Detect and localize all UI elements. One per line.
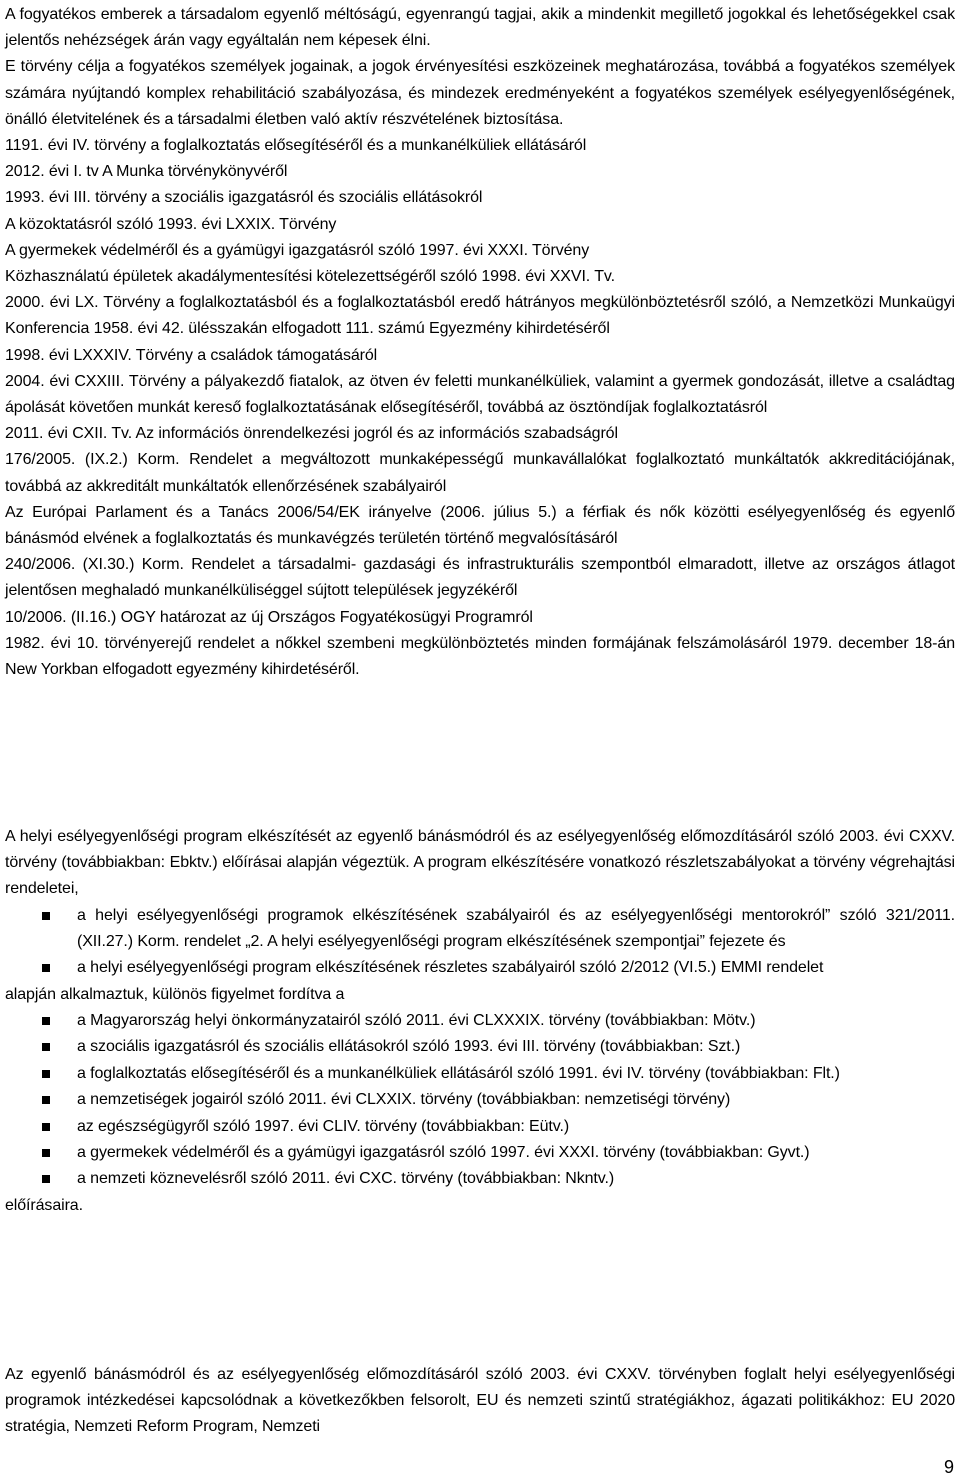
list-item [5,1166,955,1192]
reference-paragraph: 2011. évi CXII. Tv. Az információs önrendelkezési jogról és az információs szabadságról [5,425,618,443]
reference-paragraph: 240/2006. (XI.30.) Korm. Rendelet a társadalmi- gazdasági és infrastrukturális szempontból elmaradott, illetve az országos átlagot jelentősen meghaladó munkanélküliséggel sújtott települések jegyzékéről [5,556,955,600]
square-bullet-icon [42,1070,50,1078]
list-item-text: a helyi esélyegyenlőségi programok elkészítésének szabályairól és az esélyegyenlőségi mentorokról” szóló 321/2011. (XII.27.) Korm. rendelet „2. A helyi esélyegyenlőségi program elkészítésének szempontjai” fejezete és [77,906,955,951]
list-item [5,1140,955,1166]
closing-paragraph: Az egyenlő bánásmódról és az esélyegyenlőség előmozdításáról szóló 2003. évi CXXV. törvényben foglalt helyi esélyegyenlőségi programok intézkedései kapcsolódnak a következőkben felsorolt, EU és nemzeti szintű stratégiákhoz, ágazati politikákhoz: EU 2020 stratégia, Nemzeti Reform Program, Nemzeti [5,1366,955,1436]
square-bullet-icon [42,1123,50,1131]
list-item-text: a nemzeti köznevelésről szóló 2011. évi CXC. törvény (továbbiakban: Nkntv.) [77,1170,615,1188]
list-item [5,1087,955,1113]
list-item-text: a Magyarország helyi önkormányzatairól szóló 2011. évi CLXXXIX. törvény (továbbiakban: Mötv.) [77,1012,756,1030]
reference-paragraph: Közhasználatú épületek akadálymentesítési kötelezettségéről szóló 1998. évi XXVI. Tv. [5,268,615,286]
square-bullet-icon [42,1017,50,1025]
square-bullet-icon [42,1175,50,1183]
reference-paragraph: 2012. évi I. tv A Munka törvénykönyvéről [5,163,288,181]
reference-paragraph: A közoktatásról szóló 1993. évi LXXIX. Törvény [5,215,337,233]
program-intro: A helyi esélyegyenlőségi program elkészítését az egyenlő bánásmódról és az esélyegyenlőség előmozdításáról szóló 2003. évi CXXV. törvény (továbbiakban: Ebktv.) előírásai alapján végeztük. A program elkészítésére vonatkozó részletszabályokat a törvény végrehajtási rendeletei, [5,828,955,898]
list-item-text: a helyi esélyegyenlőségi program elkészítésének részletes szabályairól szóló 2/2012 (VI.5.) EMMI rendelet [77,959,824,977]
list-item-text: a gyermekek védelméről és a gyámügyi igazgatásról szóló 1997. évi XXXI. törvény (továbbiakban: Gyvt.) [77,1144,810,1162]
reference-paragraph: 1993. évi III. törvény a szociális igazgatásról és szociális ellátásokról [5,189,483,207]
square-bullet-icon [42,912,50,920]
list-item-text: a szociális igazgatásról és szociális ellátásokról szóló 1993. évi III. törvény (továbbiakban: Szt.) [77,1038,741,1056]
list-item [5,1114,955,1140]
square-bullet-icon [42,1096,50,1104]
applied-intro: alapján alkalmaztuk, különös figyelmet fordítva a [5,985,345,1003]
reference-paragraph: 1998. évi LXXXIV. Törvény a családok támogatásáról [5,346,378,364]
reference-paragraph: 1191. évi IV. törvény a foglalkoztatás elősegítéséről és a munkanélküliek ellátásáról [5,137,587,155]
list-item-text: az egészségügyről szóló 1997. évi CLIV. törvény (továbbiakban: Eütv.) [77,1117,570,1135]
list-item [5,903,955,956]
reference-paragraph: A gyermekek védelméről és a gyámügyi igazgatásról szóló 1997. évi XXXI. Törvény [5,241,590,259]
reference-paragraph: 10/2006. (II.16.) OGY határozat az új Országos Fogyatékosügyi Programról [5,608,533,626]
square-bullet-icon [42,1043,50,1051]
list-item [5,1061,955,1087]
closing-section [5,1362,955,1441]
list-item [5,1008,955,1034]
list-item-text: a foglalkoztatás elősegítéséről és a munkanélküliek ellátásáról szóló 1991. évi IV. törvény (továbbiakban: Flt.) [77,1064,840,1082]
reference-paragraph: E törvény célja a fogyatékos személyek jogainak, a jogok érvényesítési eszközeinek meghatározása, továbbá a fogyatékos személyek számára nyújtandó komplex rehabilitáció szabályozása, és mindezek eredményeként a fogyatékos személyek esélyegyenlőségének, önálló életvitelének és a társadalmi életben való aktív részvételének biztosítása. [5,58,955,128]
legal-references [5,2,955,683]
list-item [5,1034,955,1060]
reference-paragraph: 2000. évi LX. Törvény a foglalkoztatásból és a foglalkoztatásból eredő hátrányos megkülönböztetésről szóló, a Nemzetközi Munkaügyi Konferencia 1958. évi 42. ülésszakán elfogadott 111. számú Egyezmény kihirdetéséről [5,294,955,338]
reference-paragraph: 2004. évi CXXIII. Törvény a pályakezdő fiatalok, az ötven év feletti munkanélküliek, valamint a gyermek gondozását, illetve a családtag ápolását követően munkát kereső foglalkoztatásának elősegítéséről, továbbá az ösztöndíjak foglalkoztatásról [5,372,955,417]
implementing-rules-list [5,903,955,982]
reference-paragraph: 176/2005. (IX.2.) Korm. Rendelet a megváltozott munkaképességű munkavállalókat foglalkoztató munkáltatók akkreditációjának, továbbá az akkreditált munkáltatók ellenőrzésének szabályairól [5,451,955,495]
list-item [5,955,955,981]
page-number: 9 [943,1457,954,1477]
square-bullet-icon [42,964,50,972]
reference-paragraph: Az Európai Parlament és a Tanács 2006/54/EK irányelve (2006. július 5.) a férfiak és nők közötti esélyegyenlőség és egyenlő bánásmód elvének a foglalkoztatás és munkavégzés területén történő megvalósításáról [5,503,955,548]
list-item-text: a nemzetiségek jogairól szóló 2011. évi CLXXIX. törvény (továbbiakban: nemzetiségi törvény) [77,1091,731,1109]
reference-paragraph: A fogyatékos emberek a társadalom egyenlő méltóságú, egyenrangú tagjai, akik a mindenkit megillető jogokkal és lehetőségekkel csak jelentős nehézségek árán vagy egyáltalán nem képesek élni. [5,6,955,50]
square-bullet-icon [42,1149,50,1157]
applied-laws-list [5,1008,955,1193]
program-basis-section [5,824,955,1219]
reference-paragraph: 1982. évi 10. törvényerejű rendelet a nőkkel szembeni megkülönböztetés minden formájának felszámolásáról 1979. december 18-án New Yorkban elfogadott egyezmény kihirdetéséről. [5,634,955,679]
applied-outro: előírásaira. [5,1196,83,1214]
